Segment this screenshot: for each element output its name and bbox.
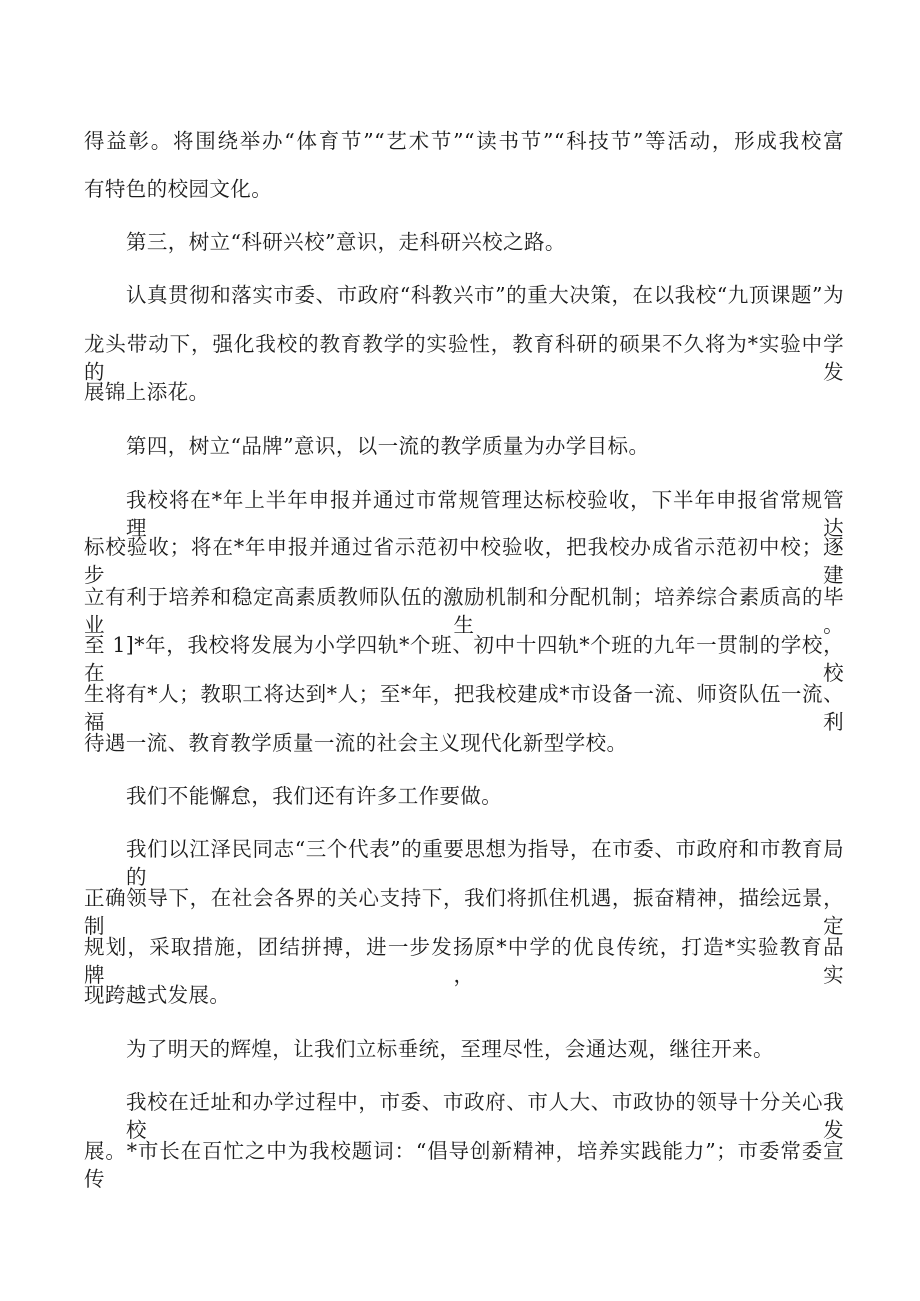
text-line: 生将有*人；教职工将达到*人；至*年，把我校建成*市设备一流、师资队伍一流、福利	[84, 682, 844, 734]
text-line: 我校将在*年上半年申报并通过市常规管理达标校验收，下半年申报省常规管理达	[126, 488, 844, 540]
text-line: 我校在迁址和办学过程中，市委、市政府、市人大、市政协的领导十分关心我校发	[126, 1090, 844, 1142]
text-line: 现跨越式发展。	[84, 983, 231, 1007]
text-line: 我们不能懈怠，我们还有许多工作要做。	[126, 784, 503, 808]
text-line: 标校验收；将在*年申报并通过省示范初中校验收，把我校办成省示范初中校；逐步建	[84, 535, 844, 587]
text-line: 至 1]*年，我校将发展为小学四轨*个班、初中十四轨*个班的九年一贯制的学校，在校	[84, 633, 844, 685]
text-line: 立有利于培养和稳定高素质教师队伍的激励机制和分配机制；培养综合素质高的毕业生。	[84, 585, 844, 637]
text-line: 为了明天的辉煌，让我们立标垂统，至理尽性，会通达观，继往开来。	[126, 1037, 774, 1061]
text-line: 待遇一流、教育教学质量一流的社会主义现代化新型学校。	[84, 731, 628, 755]
text-line: 展锦上添花。	[84, 380, 210, 404]
text-line: 我们以江泽民同志“三个代表”的重要思想为指导，在市委、市政府和市教育局的	[126, 837, 844, 889]
section-heading: 第四，树立“品牌”意识，以一流的教学质量为办学目标。	[126, 434, 650, 458]
text-line: 认真贯彻和落实市委、市政府“科教兴市”的重大决策，在以我校“九顶课题”为	[126, 283, 844, 307]
text-line: 得益彰。将围绕举办“体育节”“艺术节”“读书节”“科技节”等活动，形成我校富	[84, 129, 844, 153]
text-line: 规划，采取措施，团结拼搏，进一步发扬原*中学的优良传统，打造*实验教育品牌，实	[84, 935, 844, 987]
section-heading: 第三，树立“科研兴校”意识，走科研兴校之路。	[126, 230, 566, 254]
text-line: 正确领导下，在社会各界的关心支持下，我们将抓住机遇，振奋精神，描绘远景，制定	[84, 886, 844, 938]
text-line: 展。*市长在百忙之中为我校题词：“倡导创新精神，培养实践能力”；市委常委宣传	[84, 1139, 844, 1191]
text-line: 龙头带动下，强化我校的教育教学的实验性，教育科研的硕果不久将为*实验中学的发	[84, 332, 844, 384]
text-line: 有特色的校园文化。	[84, 177, 273, 201]
